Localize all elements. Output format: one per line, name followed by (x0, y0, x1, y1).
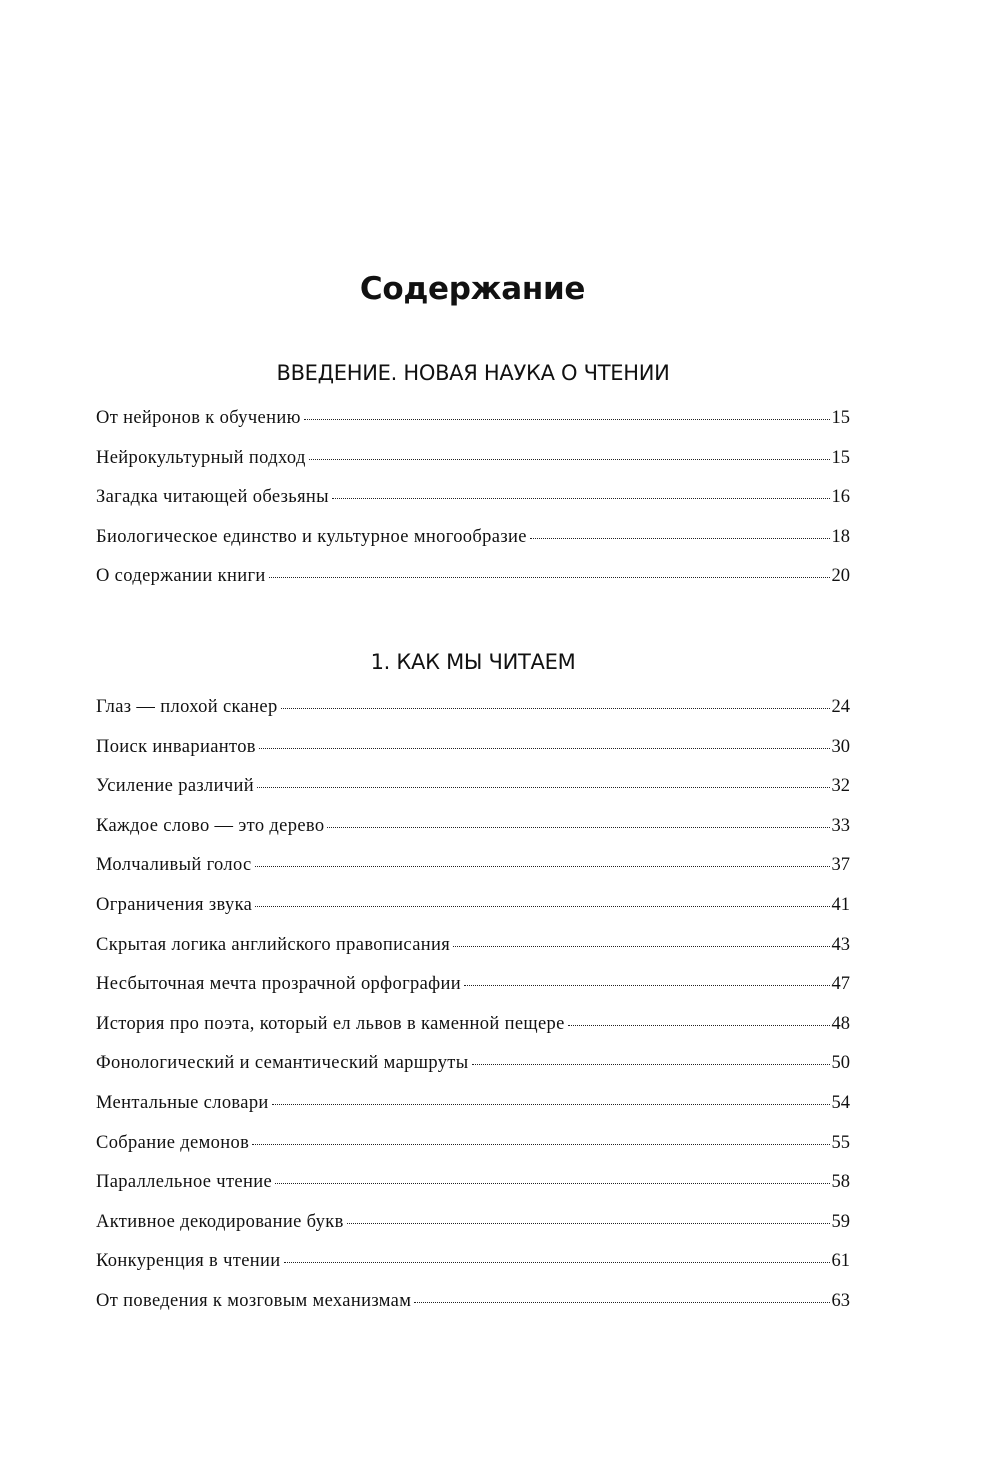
toc-entry-title: Собрание демонов (96, 1132, 250, 1153)
dot-leader (259, 747, 830, 749)
toc-entry[interactable] (96, 446, 850, 486)
dot-leader (304, 418, 830, 420)
toc-entry[interactable] (96, 972, 850, 1012)
dot-leader (269, 576, 830, 578)
toc-entry[interactable] (96, 1131, 850, 1171)
toc-entry-page: 16 (831, 487, 850, 508)
dot-leader (255, 905, 829, 907)
toc-entry[interactable] (96, 1210, 850, 1250)
toc-entry[interactable] (96, 933, 850, 973)
toc-entry[interactable] (96, 735, 850, 775)
toc-entry[interactable] (96, 893, 850, 933)
toc-section-how-we-read (96, 646, 850, 1329)
toc-entry-title: Ограничения звука (96, 894, 253, 915)
dot-leader (414, 1301, 829, 1303)
toc-entry-page: 47 (831, 974, 850, 995)
toc-entry-title: Конкуренция в чтении (96, 1251, 281, 1272)
toc-entry-title: Каждое слово — это дерево (96, 815, 325, 836)
toc-entry-page: 61 (831, 1251, 850, 1272)
dot-leader (252, 1143, 829, 1145)
toc-entry-page: 48 (831, 1013, 850, 1034)
toc-entry-page: 32 (831, 776, 850, 797)
toc-entry[interactable] (96, 1012, 850, 1052)
toc-entry-page: 63 (831, 1290, 850, 1311)
toc-entry[interactable] (96, 1051, 850, 1091)
toc-entry-page: 33 (831, 815, 850, 836)
dot-leader (284, 1261, 830, 1263)
toc-entry-title: Активное декодирование букв (96, 1211, 344, 1232)
toc-entry-title: О содержании книги (96, 566, 266, 587)
toc-entry-title: Поиск инвариантов (96, 736, 256, 757)
toc-entry-page: 59 (831, 1211, 850, 1232)
toc-entry-title: Молчаливый голос (96, 855, 252, 876)
toc-entry-title: Параллельное чтение (96, 1172, 273, 1193)
dot-leader (257, 786, 829, 788)
toc-entry-title: От нейронов к обучению (96, 408, 301, 428)
toc-entry[interactable] (96, 485, 850, 525)
toc-entry[interactable] (96, 853, 850, 893)
toc-entry-page: 15 (831, 447, 850, 468)
toc-entry-title: Глаз — плохой сканер (96, 697, 278, 717)
toc-entry[interactable] (96, 774, 850, 814)
toc-entry-title: Несбыточная мечта прозрачной орфографии (96, 974, 462, 995)
toc-entry-page: 50 (831, 1053, 850, 1074)
toc-entry[interactable] (96, 695, 850, 735)
dot-leader (530, 537, 830, 539)
toc-entry[interactable] (96, 564, 850, 604)
toc-entry-page: 20 (831, 566, 850, 587)
toc-entry[interactable] (96, 525, 850, 565)
toc-entry[interactable] (96, 1091, 850, 1131)
toc-entry-title: Загадка читающей обезьяны (96, 487, 329, 508)
dot-leader (464, 984, 829, 986)
dot-leader (272, 1103, 830, 1105)
toc-list (96, 406, 850, 604)
dot-leader (472, 1063, 830, 1065)
toc-entry[interactable] (96, 1289, 850, 1329)
toc-entry-title: Усиление различий (96, 776, 255, 797)
dot-leader (347, 1222, 830, 1224)
section-heading: ВВЕДЕНИЕ. НОВАЯ НАУКА О ЧТЕНИИ (276, 361, 670, 385)
toc-entry-title: Ментальные словари (96, 1092, 269, 1113)
toc-entry-page: 54 (831, 1092, 850, 1113)
dot-leader (309, 458, 830, 460)
page-title: Содержание (359, 270, 586, 307)
toc-entry-title: Скрытая логика английского правописания (96, 934, 451, 955)
toc-entry[interactable] (96, 814, 850, 854)
toc-entry-page: 58 (831, 1172, 850, 1193)
toc-entry-title: Фонологический и семантический маршруты (96, 1053, 469, 1074)
dot-leader (453, 945, 829, 947)
toc-entry-title: Нейрокультурный подход (96, 447, 306, 468)
toc-entry-page: 43 (831, 934, 850, 955)
dot-leader (327, 826, 829, 828)
toc-entry-page: 15 (831, 408, 850, 428)
toc-entry[interactable] (96, 1249, 850, 1289)
toc-entry-page: 41 (831, 894, 850, 915)
toc-entry-page: 18 (831, 526, 850, 547)
dot-leader (332, 497, 830, 499)
section-heading: 1. КАК МЫ ЧИТАЕМ (370, 650, 576, 674)
toc-entry-page: 24 (831, 697, 850, 717)
toc-entry-title: От поведения к мозговым механизмам (96, 1290, 412, 1311)
toc-entry-page: 37 (831, 855, 850, 876)
toc-section-introduction (96, 357, 850, 604)
toc-entry[interactable] (96, 406, 850, 446)
dot-leader (275, 1182, 829, 1184)
toc-entry-page: 30 (831, 736, 850, 757)
toc-list (96, 695, 850, 1329)
toc-entry[interactable] (96, 1170, 850, 1210)
dot-leader (281, 707, 830, 709)
toc-entry-title: Биологическое единство и культурное многообразие (96, 526, 527, 547)
toc-entry-title: История про поэта, который ел львов в каменной пещере (96, 1013, 565, 1034)
dot-leader (255, 865, 830, 867)
toc-entry-page: 55 (831, 1132, 850, 1153)
dot-leader (568, 1024, 830, 1026)
